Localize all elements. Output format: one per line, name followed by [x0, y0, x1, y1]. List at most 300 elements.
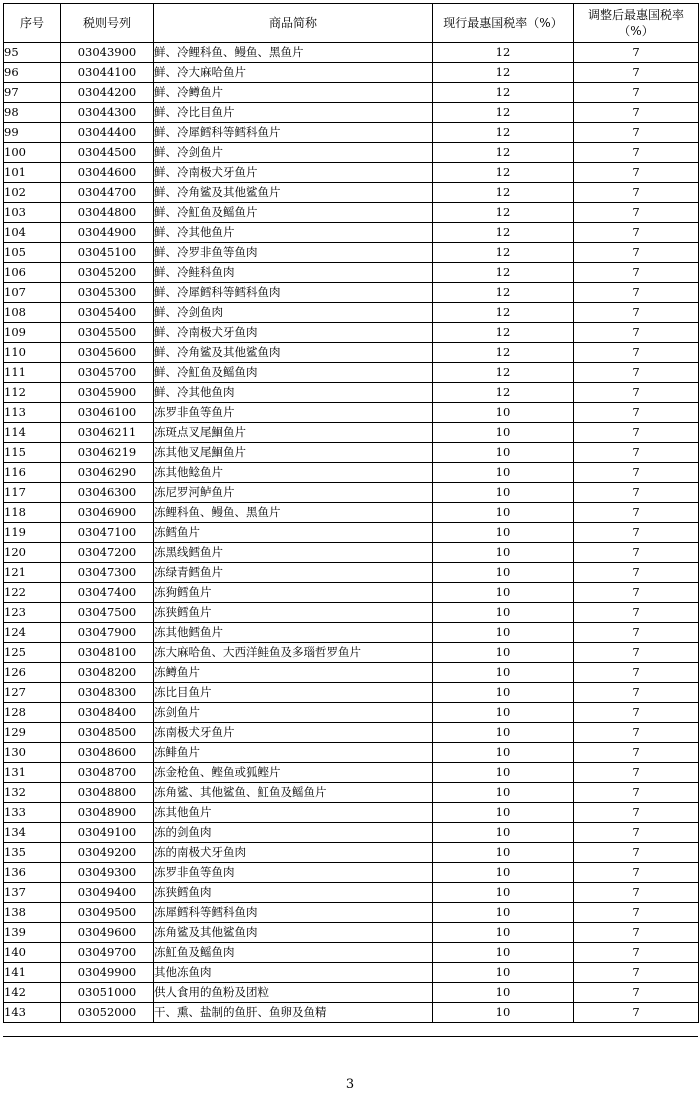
row-tariff-code: 03044200: [61, 83, 154, 103]
row-tariff-code: 03046900: [61, 503, 154, 523]
row-product-name: 冻其他叉尾鮰鱼片: [154, 443, 433, 463]
row-tariff-code: 03045300: [61, 283, 154, 303]
row-tariff-code: 03043900: [61, 43, 154, 63]
table-row: [4, 743, 699, 763]
table-row: [4, 383, 699, 403]
row-product-name: 冻魟鱼及鳐鱼肉: [154, 943, 433, 963]
row-current-rate: 10: [433, 943, 574, 963]
row-adjusted-rate: 7: [574, 163, 699, 183]
row-adjusted-rate: 7: [574, 483, 699, 503]
row-adjusted-rate: 7: [574, 363, 699, 383]
row-adjusted-rate: 7: [574, 43, 699, 63]
row-adjusted-rate: 7: [574, 463, 699, 483]
table-row: [4, 783, 699, 803]
row-product-name: 鲜、冷南极犬牙鱼片: [154, 163, 433, 183]
row-seq: 140: [4, 943, 61, 963]
row-current-rate: 12: [433, 263, 574, 283]
row-seq: 138: [4, 903, 61, 923]
table-row: [4, 723, 699, 743]
table-row: [4, 503, 699, 523]
row-current-rate: 10: [433, 763, 574, 783]
row-current-rate: 10: [433, 603, 574, 623]
table-row: [4, 163, 699, 183]
row-adjusted-rate: 7: [574, 623, 699, 643]
row-tariff-code: 03046290: [61, 463, 154, 483]
row-current-rate: 12: [433, 163, 574, 183]
row-tariff-code: 03045500: [61, 323, 154, 343]
tariff-table: [3, 3, 699, 1023]
table-row: [4, 283, 699, 303]
row-seq: 99: [4, 123, 61, 143]
row-product-name: 冻其他鱼片: [154, 803, 433, 823]
header-tariff-code: 税则号列: [61, 4, 154, 43]
table-row: [4, 243, 699, 263]
row-product-name: 冻犀鳕科等鳕科鱼肉: [154, 903, 433, 923]
row-current-rate: 12: [433, 323, 574, 343]
row-adjusted-rate: 7: [574, 123, 699, 143]
row-adjusted-rate: 7: [574, 563, 699, 583]
row-tariff-code: 03046300: [61, 483, 154, 503]
row-tariff-code: 03049500: [61, 903, 154, 923]
row-current-rate: 10: [433, 743, 574, 763]
row-seq: 143: [4, 1003, 61, 1023]
row-tariff-code: 03047300: [61, 563, 154, 583]
row-product-name: 冻狭鳕鱼肉: [154, 883, 433, 903]
row-tariff-code: 03044400: [61, 123, 154, 143]
row-product-name: 冻金枪鱼、鲣鱼或狐鲣片: [154, 763, 433, 783]
row-tariff-code: 03045600: [61, 343, 154, 363]
table-row: [4, 423, 699, 443]
row-seq: 106: [4, 263, 61, 283]
table-row: [4, 983, 699, 1003]
row-current-rate: 12: [433, 383, 574, 403]
row-seq: 97: [4, 83, 61, 103]
row-tariff-code: 03046211: [61, 423, 154, 443]
row-tariff-code: 03049100: [61, 823, 154, 843]
row-adjusted-rate: 7: [574, 863, 699, 883]
row-product-name: 冻其他鲶鱼片: [154, 463, 433, 483]
row-seq: 132: [4, 783, 61, 803]
page-number: 3: [345, 1077, 355, 1092]
row-adjusted-rate: 7: [574, 583, 699, 603]
row-product-name: 干、熏、盐制的鱼肝、鱼卵及鱼精: [154, 1003, 433, 1023]
row-adjusted-rate: 7: [574, 923, 699, 943]
row-seq: 120: [4, 543, 61, 563]
row-tariff-code: 03048100: [61, 643, 154, 663]
table-row: [4, 363, 699, 383]
row-seq: 103: [4, 203, 61, 223]
table-row: [4, 303, 699, 323]
row-product-name: 鲜、冷犀鳕科等鳕科鱼肉: [154, 283, 433, 303]
table-row: [4, 703, 699, 723]
row-seq: 96: [4, 63, 61, 83]
row-adjusted-rate: 7: [574, 643, 699, 663]
row-adjusted-rate: 7: [574, 423, 699, 443]
table-row: [4, 963, 699, 983]
row-tariff-code: 03048500: [61, 723, 154, 743]
row-seq: 116: [4, 463, 61, 483]
row-seq: 136: [4, 863, 61, 883]
row-tariff-code: 03045700: [61, 363, 154, 383]
row-tariff-code: 03049900: [61, 963, 154, 983]
row-seq: 110: [4, 343, 61, 363]
row-seq: 102: [4, 183, 61, 203]
table-row: [4, 103, 699, 123]
row-current-rate: 10: [433, 683, 574, 703]
table-row: [4, 563, 699, 583]
row-adjusted-rate: 7: [574, 523, 699, 543]
row-seq: 119: [4, 523, 61, 543]
table-row: [4, 863, 699, 883]
row-product-name: 冻黑线鳕鱼片: [154, 543, 433, 563]
row-seq: 109: [4, 323, 61, 343]
row-current-rate: 10: [433, 923, 574, 943]
row-adjusted-rate: 7: [574, 283, 699, 303]
table-row: [4, 123, 699, 143]
row-seq: 108: [4, 303, 61, 323]
table-row: [4, 323, 699, 343]
row-current-rate: 12: [433, 103, 574, 123]
table-row: [4, 1003, 699, 1023]
table-row: [4, 843, 699, 863]
row-adjusted-rate: 7: [574, 223, 699, 243]
row-product-name: 鲜、冷魟鱼及鳐鱼片: [154, 203, 433, 223]
row-product-name: 鲜、冷犀鳕科等鳕科鱼片: [154, 123, 433, 143]
table-row: [4, 183, 699, 203]
row-product-name: 鲜、冷罗非鱼等鱼肉: [154, 243, 433, 263]
row-adjusted-rate: 7: [574, 723, 699, 743]
row-product-name: 冻其他鳕鱼片: [154, 623, 433, 643]
header-current-rate: 现行最惠国税率（%）: [433, 4, 574, 43]
table-row: [4, 623, 699, 643]
table-row: [4, 63, 699, 83]
row-adjusted-rate: 7: [574, 83, 699, 103]
row-product-name: 冻鳕鱼片: [154, 523, 433, 543]
row-seq: 141: [4, 963, 61, 983]
row-tariff-code: 03049700: [61, 943, 154, 963]
row-seq: 123: [4, 603, 61, 623]
header-row: [4, 4, 699, 43]
row-current-rate: 12: [433, 223, 574, 243]
row-adjusted-rate: 7: [574, 323, 699, 343]
row-tariff-code: 03047500: [61, 603, 154, 623]
row-seq: 98: [4, 103, 61, 123]
row-seq: 121: [4, 563, 61, 583]
row-seq: 125: [4, 643, 61, 663]
row-adjusted-rate: 7: [574, 183, 699, 203]
row-seq: 107: [4, 283, 61, 303]
table-row: [4, 83, 699, 103]
row-tariff-code: 03044600: [61, 163, 154, 183]
row-product-name: 冻的剑鱼肉: [154, 823, 433, 843]
row-seq: 113: [4, 403, 61, 423]
table-row: [4, 943, 699, 963]
table-row: [4, 263, 699, 283]
row-tariff-code: 03051000: [61, 983, 154, 1003]
row-tariff-code: 03045400: [61, 303, 154, 323]
row-current-rate: 12: [433, 283, 574, 303]
row-current-rate: 10: [433, 843, 574, 863]
row-current-rate: 12: [433, 83, 574, 103]
row-seq: 130: [4, 743, 61, 763]
table-row: [4, 883, 699, 903]
row-tariff-code: 03047400: [61, 583, 154, 603]
row-seq: 127: [4, 683, 61, 703]
row-product-name: 鲜、冷剑鱼肉: [154, 303, 433, 323]
row-seq: 122: [4, 583, 61, 603]
row-seq: 129: [4, 723, 61, 743]
row-current-rate: 10: [433, 503, 574, 523]
row-product-name: 鲜、冷角鲨及其他鲨鱼片: [154, 183, 433, 203]
row-adjusted-rate: 7: [574, 503, 699, 523]
row-current-rate: 10: [433, 1003, 574, 1023]
table-row: [4, 223, 699, 243]
row-current-rate: 10: [433, 723, 574, 743]
row-product-name: 冻鲱鱼片: [154, 743, 433, 763]
row-current-rate: 10: [433, 483, 574, 503]
row-adjusted-rate: 7: [574, 743, 699, 763]
row-tariff-code: 03044700: [61, 183, 154, 203]
row-adjusted-rate: 7: [574, 783, 699, 803]
row-seq: 128: [4, 703, 61, 723]
table-header: [4, 4, 699, 43]
table-row: [4, 203, 699, 223]
row-product-name: 冻南极犬牙鱼片: [154, 723, 433, 743]
row-current-rate: 10: [433, 423, 574, 443]
row-tariff-code: 03049200: [61, 843, 154, 863]
row-current-rate: 10: [433, 463, 574, 483]
row-current-rate: 10: [433, 623, 574, 643]
row-seq: 114: [4, 423, 61, 443]
table-body: [4, 43, 699, 1023]
row-tariff-code: 03048300: [61, 683, 154, 703]
row-tariff-code: 03048900: [61, 803, 154, 823]
row-adjusted-rate: 7: [574, 403, 699, 423]
row-product-name: 鲜、冷魟鱼及鳐鱼肉: [154, 363, 433, 383]
row-current-rate: 10: [433, 643, 574, 663]
row-seq: 126: [4, 663, 61, 683]
row-current-rate: 12: [433, 363, 574, 383]
row-seq: 105: [4, 243, 61, 263]
row-current-rate: 10: [433, 523, 574, 543]
row-current-rate: 10: [433, 963, 574, 983]
table-row: [4, 923, 699, 943]
table-row: [4, 543, 699, 563]
row-product-name: 鲜、冷南极犬牙鱼肉: [154, 323, 433, 343]
row-seq: 101: [4, 163, 61, 183]
row-seq: 133: [4, 803, 61, 823]
row-current-rate: 12: [433, 203, 574, 223]
row-seq: 100: [4, 143, 61, 163]
row-adjusted-rate: 7: [574, 903, 699, 923]
row-product-name: 鲜、冷鲤科鱼、鳗鱼、黑鱼片: [154, 43, 433, 63]
row-adjusted-rate: 7: [574, 703, 699, 723]
table-row: [4, 823, 699, 843]
row-tariff-code: 03047900: [61, 623, 154, 643]
row-adjusted-rate: 7: [574, 203, 699, 223]
row-adjusted-rate: 7: [574, 823, 699, 843]
row-seq: 139: [4, 923, 61, 943]
row-adjusted-rate: 7: [574, 663, 699, 683]
row-tariff-code: 03048200: [61, 663, 154, 683]
row-product-name: 鲜、冷鲑科鱼肉: [154, 263, 433, 283]
row-current-rate: 12: [433, 143, 574, 163]
row-tariff-code: 03048600: [61, 743, 154, 763]
table-row: [4, 143, 699, 163]
row-current-rate: 10: [433, 543, 574, 563]
row-product-name: 冻鳟鱼片: [154, 663, 433, 683]
row-current-rate: 10: [433, 823, 574, 843]
row-current-rate: 10: [433, 783, 574, 803]
row-current-rate: 10: [433, 703, 574, 723]
row-current-rate: 10: [433, 403, 574, 423]
row-tariff-code: 03046100: [61, 403, 154, 423]
row-current-rate: 12: [433, 43, 574, 63]
row-seq: 137: [4, 883, 61, 903]
row-tariff-code: 03045900: [61, 383, 154, 403]
row-adjusted-rate: 7: [574, 803, 699, 823]
row-seq: 117: [4, 483, 61, 503]
row-tariff-code: 03047100: [61, 523, 154, 543]
row-current-rate: 12: [433, 303, 574, 323]
row-seq: 104: [4, 223, 61, 243]
row-product-name: 冻狗鳕鱼片: [154, 583, 433, 603]
row-tariff-code: 03049300: [61, 863, 154, 883]
row-seq: 135: [4, 843, 61, 863]
row-adjusted-rate: 7: [574, 143, 699, 163]
table-row: [4, 643, 699, 663]
row-tariff-code: 03045200: [61, 263, 154, 283]
row-product-name: 冻斑点叉尾鮰鱼片: [154, 423, 433, 443]
row-seq: 111: [4, 363, 61, 383]
row-tariff-code: 03048700: [61, 763, 154, 783]
row-product-name: 其他冻鱼肉: [154, 963, 433, 983]
row-tariff-code: 03044300: [61, 103, 154, 123]
row-current-rate: 10: [433, 663, 574, 683]
table-row: [4, 903, 699, 923]
table-bottom-border: [3, 1036, 698, 1037]
row-seq: 112: [4, 383, 61, 403]
row-current-rate: 10: [433, 983, 574, 1003]
row-seq: 124: [4, 623, 61, 643]
row-tariff-code: 03049600: [61, 923, 154, 943]
header-product-name: 商品简称: [154, 4, 433, 43]
table-row: [4, 803, 699, 823]
row-product-name: 冻尼罗河鲈鱼片: [154, 483, 433, 503]
row-product-name: 冻狭鳕鱼片: [154, 603, 433, 623]
row-current-rate: 10: [433, 863, 574, 883]
row-current-rate: 12: [433, 123, 574, 143]
row-current-rate: 10: [433, 883, 574, 903]
table-row: [4, 343, 699, 363]
row-tariff-code: 03046219: [61, 443, 154, 463]
row-tariff-code: 03044800: [61, 203, 154, 223]
row-seq: 142: [4, 983, 61, 1003]
row-product-name: 鲜、冷角鲨及其他鲨鱼肉: [154, 343, 433, 363]
row-adjusted-rate: 7: [574, 963, 699, 983]
row-product-name: 冻剑鱼片: [154, 703, 433, 723]
table-row: [4, 403, 699, 423]
row-adjusted-rate: 7: [574, 103, 699, 123]
row-adjusted-rate: 7: [574, 983, 699, 1003]
table-row: [4, 763, 699, 783]
row-adjusted-rate: 7: [574, 443, 699, 463]
row-current-rate: 12: [433, 63, 574, 83]
row-adjusted-rate: 7: [574, 1003, 699, 1023]
row-product-name: 冻绿青鳕鱼片: [154, 563, 433, 583]
row-tariff-code: 03049400: [61, 883, 154, 903]
row-adjusted-rate: 7: [574, 303, 699, 323]
row-seq: 131: [4, 763, 61, 783]
row-product-name: 冻的南极犬牙鱼肉: [154, 843, 433, 863]
row-adjusted-rate: 7: [574, 843, 699, 863]
row-product-name: 鲜、冷其他鱼肉: [154, 383, 433, 403]
row-adjusted-rate: 7: [574, 63, 699, 83]
row-current-rate: 10: [433, 583, 574, 603]
row-adjusted-rate: 7: [574, 243, 699, 263]
table-row: [4, 663, 699, 683]
row-tariff-code: 03048400: [61, 703, 154, 723]
row-tariff-code: 03044500: [61, 143, 154, 163]
row-tariff-code: 03044100: [61, 63, 154, 83]
row-adjusted-rate: 7: [574, 883, 699, 903]
row-seq: 95: [4, 43, 61, 63]
row-seq: 115: [4, 443, 61, 463]
table-row: [4, 683, 699, 703]
table-row: [4, 603, 699, 623]
row-current-rate: 12: [433, 343, 574, 363]
row-adjusted-rate: 7: [574, 763, 699, 783]
header-adjusted-rate: 调整后最惠国税率（%）: [574, 4, 699, 43]
row-product-name: 冻角鲨及其他鲨鱼肉: [154, 923, 433, 943]
row-adjusted-rate: 7: [574, 343, 699, 363]
row-adjusted-rate: 7: [574, 603, 699, 623]
row-product-name: 鲜、冷大麻哈鱼片: [154, 63, 433, 83]
row-adjusted-rate: 7: [574, 543, 699, 563]
row-current-rate: 10: [433, 803, 574, 823]
row-product-name: 冻鲤科鱼、鳗鱼、黑鱼片: [154, 503, 433, 523]
row-product-name: 鲜、冷剑鱼片: [154, 143, 433, 163]
table-row: [4, 443, 699, 463]
table-row: [4, 463, 699, 483]
row-product-name: 冻大麻哈鱼、大西洋鲑鱼及多瑙哲罗鱼片: [154, 643, 433, 663]
row-product-name: 鲜、冷比目鱼片: [154, 103, 433, 123]
row-product-name: 冻比目鱼片: [154, 683, 433, 703]
row-product-name: 鲜、冷鳟鱼片: [154, 83, 433, 103]
row-product-name: 鲜、冷其他鱼片: [154, 223, 433, 243]
row-current-rate: 10: [433, 443, 574, 463]
row-seq: 134: [4, 823, 61, 843]
row-adjusted-rate: 7: [574, 263, 699, 283]
row-adjusted-rate: 7: [574, 943, 699, 963]
row-tariff-code: 03047200: [61, 543, 154, 563]
header-seq: 序号: [4, 4, 61, 43]
row-seq: 118: [4, 503, 61, 523]
row-tariff-code: 03045100: [61, 243, 154, 263]
table-row: [4, 43, 699, 63]
table-row: [4, 523, 699, 543]
row-tariff-code: 03048800: [61, 783, 154, 803]
table-row: [4, 483, 699, 503]
row-product-name: 供人食用的鱼粉及团粒: [154, 983, 433, 1003]
row-current-rate: 12: [433, 183, 574, 203]
row-tariff-code: 03052000: [61, 1003, 154, 1023]
row-product-name: 冻角鲨、其他鲨鱼、魟鱼及鳐鱼片: [154, 783, 433, 803]
row-tariff-code: 03044900: [61, 223, 154, 243]
row-current-rate: 10: [433, 903, 574, 923]
row-product-name: 冻罗非鱼等鱼片: [154, 403, 433, 423]
row-current-rate: 10: [433, 563, 574, 583]
